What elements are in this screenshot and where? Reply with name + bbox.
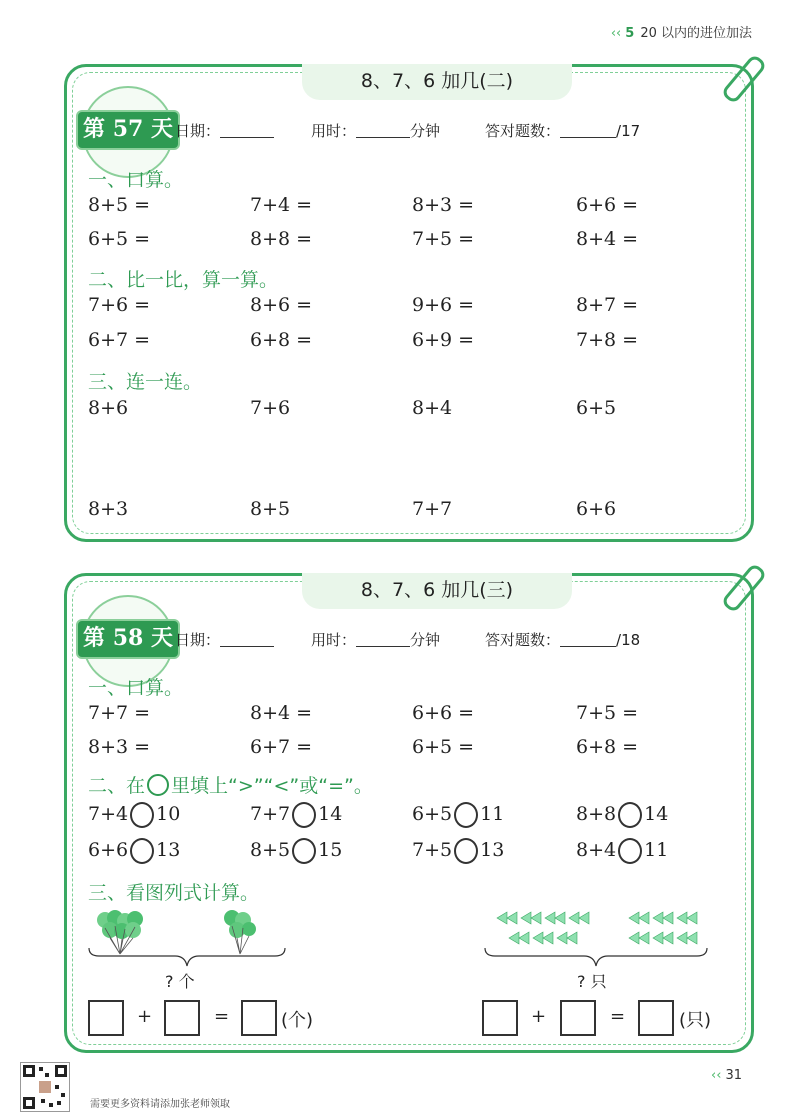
equals-sign: = — [610, 1006, 626, 1027]
time-unit: 分钟 — [410, 631, 441, 649]
section-heading — [88, 771, 373, 798]
compare-left: 7+5 — [412, 839, 453, 861]
unit-title: 20 以内的进位加法 — [640, 26, 752, 41]
match-item[interactable]: 6+5 — [576, 397, 617, 419]
exercise: 7+7 = — [88, 702, 151, 724]
page-number-value: 31 — [725, 1068, 742, 1083]
compare-item — [88, 838, 180, 864]
match-item[interactable]: 7+7 — [412, 498, 453, 520]
exercise: 7+5 = — [576, 702, 639, 724]
compare-right: 13 — [156, 839, 181, 861]
exercise: 8+5 = — [88, 194, 151, 216]
answer-circle[interactable] — [130, 802, 154, 828]
match-item[interactable]: 6+6 — [576, 498, 617, 520]
compare-left: 6+5 — [412, 803, 453, 825]
page-number — [711, 1068, 742, 1083]
compare-left: 7+7 — [250, 803, 291, 825]
exercise: 8+7 = — [576, 294, 639, 316]
time-label: 用时： — [311, 631, 357, 649]
compare-left: 7+4 — [88, 803, 129, 825]
answer-circle[interactable] — [454, 838, 478, 864]
chevron-left-icon: ‹‹ — [610, 26, 622, 41]
score-label: 答对题数： — [485, 631, 561, 649]
exercise: 6+7 = — [250, 736, 313, 758]
exercise: 6+8 = — [576, 736, 639, 758]
unit-label: (个) — [281, 1010, 314, 1031]
footer-note: 需要更多资料请添加张老师领取 — [90, 1099, 230, 1110]
compare-item — [576, 838, 668, 864]
answer-box[interactable] — [241, 1000, 277, 1036]
day58-card — [64, 573, 754, 1053]
exercise: 8+4 = — [576, 228, 639, 250]
compare-right: 14 — [318, 803, 343, 825]
compare-left: 8+8 — [576, 803, 617, 825]
answer-circle[interactable] — [292, 802, 316, 828]
answer-box[interactable] — [482, 1000, 518, 1036]
section-heading: 一、口算。 — [88, 169, 184, 191]
answer-circle[interactable] — [454, 802, 478, 828]
compare-right: 13 — [480, 839, 505, 861]
exercise: 6+9 = — [412, 329, 475, 351]
section-heading: 三、看图列式计算。 — [88, 882, 260, 904]
time-label: 用时： — [311, 122, 357, 140]
answer-box[interactable] — [638, 1000, 674, 1036]
exercise: 8+8 = — [250, 228, 313, 250]
date-label: 日期： — [175, 122, 221, 140]
answer-circle[interactable] — [292, 838, 316, 864]
time-unit: 分钟 — [410, 122, 441, 140]
match-item[interactable]: 8+5 — [250, 498, 291, 520]
compare-item — [576, 802, 668, 828]
question-label: ? 个 — [165, 972, 195, 991]
section-heading: 一、口算。 — [88, 677, 184, 699]
exercise: 7+6 = — [88, 294, 151, 316]
match-item[interactable]: 8+4 — [412, 397, 453, 419]
compare-right: 15 — [318, 839, 343, 861]
match-item[interactable]: 8+6 — [88, 397, 129, 419]
unit-number: 5 — [625, 26, 635, 41]
day57-label: 第 57 天 — [76, 110, 180, 150]
chevron-left-icon: ‹‹ — [711, 1068, 722, 1083]
compare-item — [250, 802, 342, 828]
exercise: 9+6 = — [412, 294, 475, 316]
answer-box[interactable] — [164, 1000, 200, 1036]
day58-label: 第 58 天 — [76, 619, 180, 659]
score-label: 答对题数： — [485, 122, 561, 140]
compare-right: 11 — [644, 839, 669, 861]
exercise: 6+6 = — [576, 194, 639, 216]
score-total: /18 — [616, 631, 641, 649]
plus-sign: + — [137, 1006, 153, 1027]
question-label: ? 只 — [577, 972, 607, 991]
equals-sign: = — [214, 1006, 230, 1027]
exercise: 8+3 = — [412, 194, 475, 216]
exercise: 7+5 = — [412, 228, 475, 250]
compare-right: 11 — [480, 803, 505, 825]
day57-card — [64, 64, 754, 542]
match-item[interactable]: 7+6 — [250, 397, 291, 419]
answer-circle[interactable] — [130, 838, 154, 864]
compare-item — [88, 802, 180, 828]
exercise: 8+3 = — [88, 736, 151, 758]
answer-circle[interactable] — [618, 802, 642, 828]
score-field[interactable] — [560, 123, 616, 138]
compare-item — [250, 838, 342, 864]
compare-item — [412, 838, 504, 864]
answer-circle[interactable] — [618, 838, 642, 864]
section-heading: 三、连一连。 — [88, 371, 203, 393]
qr-code — [20, 1062, 70, 1112]
exercise: 6+5 = — [412, 736, 475, 758]
compare-left: 6+6 — [88, 839, 129, 861]
exercise: 6+7 = — [88, 329, 151, 351]
score-field[interactable] — [560, 632, 616, 647]
compare-left: 8+5 — [250, 839, 291, 861]
brace-icon — [87, 946, 287, 968]
exercise: 7+4 = — [250, 194, 313, 216]
time-field[interactable] — [356, 632, 410, 647]
exercise: 7+8 = — [576, 329, 639, 351]
exercise: 6+8 = — [250, 329, 313, 351]
unit-label: (只) — [679, 1010, 712, 1031]
match-item[interactable]: 8+3 — [88, 498, 129, 520]
exercise: 6+5 = — [88, 228, 151, 250]
exercise: 6+6 = — [412, 702, 475, 724]
answer-box[interactable] — [560, 1000, 596, 1036]
compare-left: 8+4 — [576, 839, 617, 861]
section2-suffix: 里填上“>”“<”或“=”。 — [171, 775, 373, 797]
date-field[interactable] — [220, 123, 274, 138]
exercise: 8+6 = — [250, 294, 313, 316]
section2-prefix: 二、在 — [88, 775, 146, 797]
circle-icon — [147, 774, 169, 796]
compare-right: 14 — [644, 803, 669, 825]
day58-title: 8、7、6 加几(三) — [302, 573, 572, 609]
exercise: 8+4 = — [250, 702, 313, 724]
brace-icon — [483, 946, 709, 968]
unit-header — [611, 22, 752, 41]
time-field[interactable] — [356, 123, 410, 138]
compare-right: 10 — [156, 803, 181, 825]
date-label: 日期： — [175, 631, 221, 649]
plus-sign: + — [531, 1006, 547, 1027]
date-field[interactable] — [220, 632, 274, 647]
compare-item — [412, 802, 504, 828]
section-heading: 二、比一比，算一算。 — [88, 269, 279, 291]
score-total: /17 — [616, 122, 641, 140]
answer-box[interactable] — [88, 1000, 124, 1036]
day57-title: 8、7、6 加几(二) — [302, 64, 572, 100]
